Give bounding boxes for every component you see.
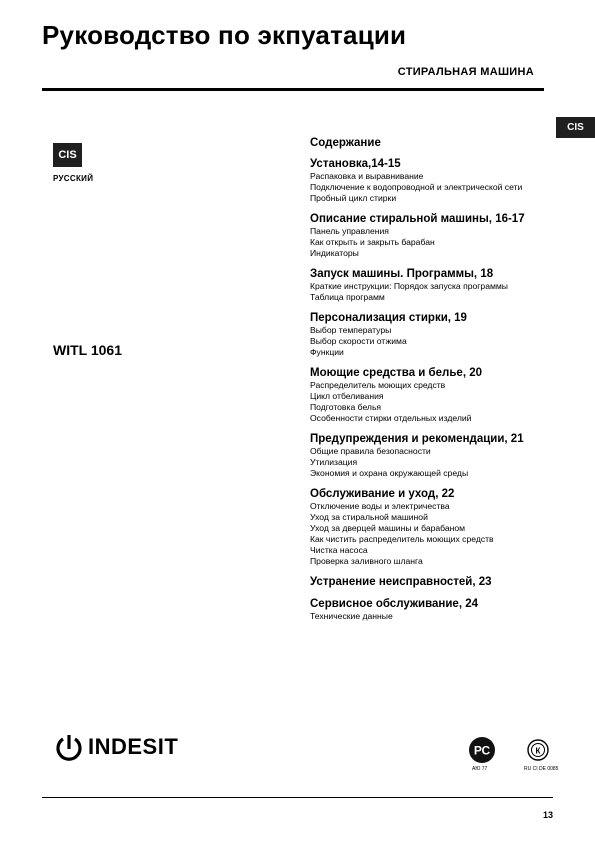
toc-section-title: Сервисное обслуживание, 24 bbox=[310, 598, 479, 610]
toc-item: Подготовка белья bbox=[310, 402, 382, 412]
toc-item: Технические данные bbox=[310, 611, 393, 621]
toc-item: Как чистить распределитель моющих средств bbox=[310, 534, 494, 544]
region-side-tab: CIS bbox=[556, 117, 595, 138]
toc-item: Особенности стирки отдельных изделий bbox=[310, 413, 472, 423]
toc-item: Таблица программ bbox=[310, 292, 385, 302]
power-symbol-icon bbox=[54, 732, 84, 762]
toc-item: Пробный цикл стирки bbox=[310, 193, 397, 203]
region-badge: CIS bbox=[53, 143, 82, 167]
toc-section bbox=[310, 312, 560, 358]
toc-item: Выбор температуры bbox=[310, 325, 392, 335]
toc-section bbox=[310, 598, 560, 622]
toc-item: Экономия и охрана окружающей среды bbox=[310, 468, 469, 478]
toc-section-title: Установка,14-15 bbox=[310, 158, 401, 170]
page-number: 13 bbox=[542, 810, 553, 820]
toc-item: Распределитель моющих средств bbox=[310, 380, 446, 390]
quality-mark-code: RU CI DE 0085 bbox=[524, 766, 559, 772]
toc-section-title: Обслуживание и уход, 22 bbox=[310, 488, 455, 500]
toc-item: Подключение к водопроводной и электрической сети bbox=[310, 182, 523, 192]
toc-section-title: Предупреждения и рекомендации, 21 bbox=[310, 433, 524, 445]
toc-item: Проверка заливного шланга bbox=[310, 556, 423, 566]
table-of-contents bbox=[310, 158, 560, 631]
toc-item: Уход за дверцей машины и барабаном bbox=[310, 523, 466, 533]
quality-mark-icon bbox=[526, 738, 550, 762]
pct-certification-code: АЮ 77 bbox=[472, 766, 488, 772]
toc-section bbox=[310, 158, 560, 204]
svg-text:РС: РС bbox=[473, 743, 491, 758]
toc-item: Краткие инструкции: Порядок запуска программы bbox=[310, 281, 508, 291]
toc-section bbox=[310, 433, 560, 479]
toc-item: Распаковка и выравнивание bbox=[310, 171, 424, 181]
toc-item: Функции bbox=[310, 347, 344, 357]
svg-text:К: К bbox=[535, 746, 541, 756]
toc-section bbox=[310, 576, 560, 589]
indesit-logo bbox=[54, 732, 178, 762]
toc-section bbox=[310, 268, 560, 303]
page-title: Руководство по экпуатации bbox=[42, 20, 407, 50]
toc-item: Выбор скорости отжима bbox=[310, 336, 407, 346]
toc-heading: Содержание bbox=[310, 137, 381, 149]
model-name: WITL 1061 bbox=[53, 342, 122, 358]
toc-item: Индикаторы bbox=[310, 248, 359, 258]
toc-section-title: Персонализация стирки, 19 bbox=[310, 312, 467, 324]
toc-section-title: Устранение неисправностей, 23 bbox=[310, 576, 492, 588]
toc-section bbox=[310, 488, 560, 567]
toc-item: Как открыть и закрыть барабан bbox=[310, 237, 435, 247]
toc-item: Утилизация bbox=[310, 457, 358, 467]
toc-item: Чистка насоса bbox=[310, 545, 368, 555]
toc-item: Общие правила безопасности bbox=[310, 446, 431, 456]
brand-wordmark: INDESIT bbox=[88, 734, 179, 759]
toc-item: Панель управления bbox=[310, 226, 389, 236]
toc-section-title: Описание стиральной машины, 16-17 bbox=[310, 213, 525, 225]
product-type-label: СТИРАЛЬНАЯ МАШИНА bbox=[397, 66, 534, 78]
toc-section-title: Запуск машины. Программы, 18 bbox=[310, 268, 494, 280]
toc-item: Уход за стиральной машиной bbox=[310, 512, 428, 522]
footer-divider bbox=[42, 797, 553, 798]
pct-certification-icon bbox=[467, 735, 497, 765]
toc-section bbox=[310, 213, 560, 259]
toc-section bbox=[310, 367, 560, 424]
toc-item: Цикл отбеливания bbox=[310, 391, 384, 401]
header-divider bbox=[42, 88, 544, 91]
language-label: РУССКИЙ bbox=[53, 174, 94, 183]
toc-item: Отключение воды и электричества bbox=[310, 501, 450, 511]
toc-section-title: Моющие средства и белье, 20 bbox=[310, 367, 483, 379]
